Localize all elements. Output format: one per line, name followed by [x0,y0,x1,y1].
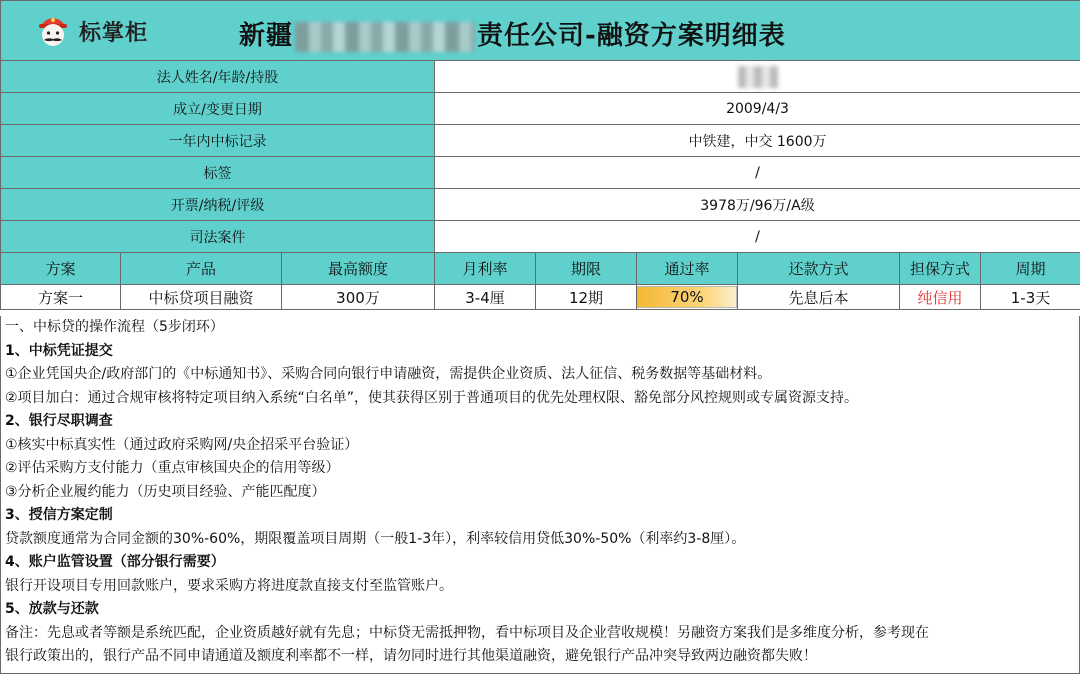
title-prefix: 新疆 [239,21,294,51]
info-label-judicial-cases: 司法案件 [1,221,435,253]
notes-section [0,316,1080,674]
notes-line: ③分析企业履约能力（历史项目经验、产能匹配度） [5,483,326,500]
col-header-term: 期限 [536,253,637,285]
notes-line: 银行开设项目专用回款账户，要求采购方将进度款直接支付至监管账户。 [5,577,453,594]
notes-line: ②评估采购方支付能力（重点审核国央企的信用等级） [5,460,340,476]
notes-line: 贷款额度通常为合同金额的30%-60%，期限覆盖项目周期（一般1-3年），利率较信用贷低30%-50%（利率约3-8厘）。 [5,530,746,547]
redacted-legal-person [738,66,778,88]
cell-guarantee: 纯信用 [900,285,981,310]
info-value-invoice-tax-rating: 3978万/96万/A级 [435,189,1080,221]
info-label-tags: 标签 [1,157,435,189]
notes-step-3-title: 3、授信方案定制 [5,507,113,523]
notes-line: ①核实中标真实性（通过政府采购网/央企招采平台验证） [5,436,359,453]
col-header-pass-rate: 通过率 [637,253,738,285]
col-header-product: 产品 [121,253,282,285]
title-cell [1,1,1080,61]
mascot-logo-icon [33,11,73,51]
cell-monthly-rate: 3-4厘 [435,285,536,310]
notes-step-1-title: 1、中标凭证提交 [5,342,113,359]
info-label-invoice-tax-rating: 开票/纳税/评级 [1,189,435,221]
info-label-established: 成立/变更日期 [1,93,435,125]
pass-rate-bar: 70% [637,286,737,308]
info-value-established: 2009/4/3 [435,93,1080,125]
logo-text: 标掌柜 [79,20,149,46]
info-label-legal-person: 法人姓名/年龄/持股 [1,61,435,93]
notes-heading: 一、中标贷的操作流程（5步闭环） [5,319,224,335]
notes-line: ①企业凭国央企/政府部门的《中标通知书》、采购合同向银行申请融资，需提供企业资质、法人征信、税务数据等基础材料。 [5,366,772,382]
notes-line: ②项目加白：通过合规审核将特定项目纳入系统“白名单”，使其获得区别于普通项目的优先处理权限、豁免部分风控规则或专属资源支持。 [5,389,859,406]
table-row [1,285,1080,310]
notes-remark: 备注：先息或者等额是系统匹配，企业资质越好就有先息；中标贷无需抵押物，看中标项目及企业营收规模！另融资方案我们是多维度分析，参考现在 [5,624,929,641]
col-header-plan: 方案 [1,253,121,285]
cell-plan: 方案一 [1,285,121,310]
notes-step-4-title: 4、账户监管设置（部分银行需要） [5,554,225,570]
title-suffix: 责任公司-融资方案明细表 [477,21,786,51]
col-header-guarantee: 担保方式 [900,253,981,285]
notes-remark: 银行政策出的，银行产品不同申请通道及额度利率都不一样，请勿同时进行其他渠道融资，避免银行产品冲突导致两边融资都失败！ [5,648,817,664]
info-value-judicial-cases: / [435,221,1080,253]
col-header-max-amount: 最高额度 [282,253,435,285]
info-value-bid-record: 中铁建，中交 1600万 [435,125,1080,157]
cell-pass-rate [637,285,738,310]
info-value-legal-person [435,61,1080,93]
plan-header-row [1,253,1080,285]
info-value-tags: / [435,157,1080,189]
cell-cycle: 1-3天 [981,285,1080,310]
notes-step-2-title: 2、银行尽职调查 [5,413,113,429]
page-title [239,15,786,52]
cell-term: 12期 [536,285,637,310]
info-label-bid-record: 一年内中标记录 [1,125,435,157]
col-header-monthly-rate: 月利率 [435,253,536,285]
plan-grid [0,0,1080,310]
cell-product: 中标贷项目融资 [121,285,282,310]
col-header-cycle: 周期 [981,253,1080,285]
cell-repayment: 先息后本 [738,285,900,310]
logo [33,11,148,51]
notes-step-5-title: 5、放款与还款 [5,601,99,617]
redacted-company-name [295,22,475,52]
cell-max-amount: 300万 [282,285,435,310]
col-header-repayment: 还款方式 [738,253,900,285]
